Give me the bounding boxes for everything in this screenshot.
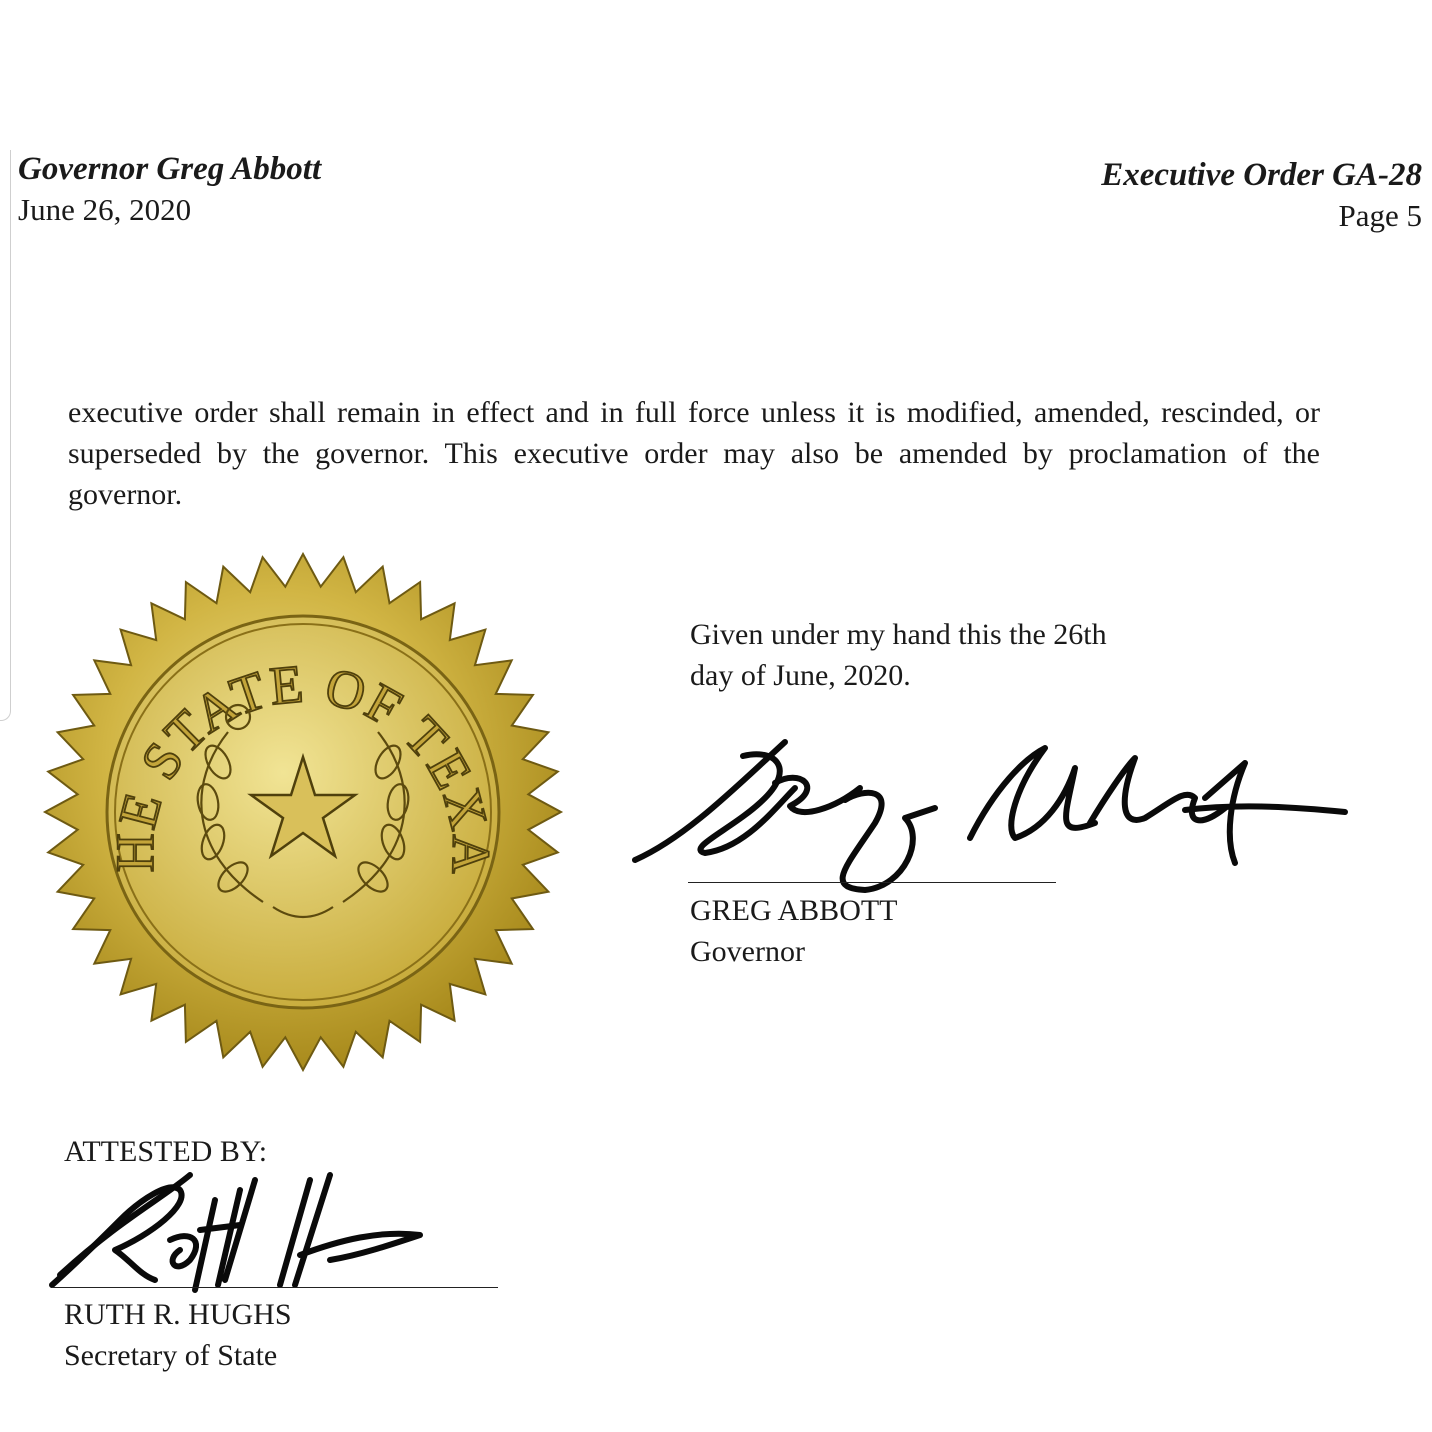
texas-state-seal [38,552,568,1077]
governor-signature-line [688,882,1056,883]
governor-signature [625,728,1355,903]
governor-name-block [690,890,898,972]
header-author: Governor Greg Abbott [18,151,322,187]
attested-by-label: ATTESTED BY: [64,1135,268,1168]
given-line-1: Given under my hand this the 26th [690,618,1107,651]
given-line-2: day of June, 2020. [690,659,911,692]
body-paragraph: executive order shall remain in effect and in full force unless it is modified, amended, rescinded, or superseded by the governor. This executive order may also be amended by proclamation of the governor. [68,396,1320,511]
header-date: June 26, 2020 [18,192,192,227]
secretary-title: Secretary of State [64,1339,278,1372]
governor-title: Governor [690,935,805,968]
given-under-hand [690,614,1210,696]
secretary-name-block [64,1294,292,1376]
header-page-number: Page 5 [1338,198,1422,233]
header-order-number: Executive Order GA-28 [1101,157,1422,193]
secretary-signature-line [52,1287,498,1288]
governor-name: GREG ABBOTT [690,894,898,927]
secretary-signature [40,1160,460,1315]
seal-text: HE STATE OF TEXA [104,653,502,877]
header-left [18,148,321,230]
page-edge-mark [0,150,11,721]
header-right [1101,154,1422,236]
secretary-name: RUTH R. HUGHS [64,1298,292,1331]
